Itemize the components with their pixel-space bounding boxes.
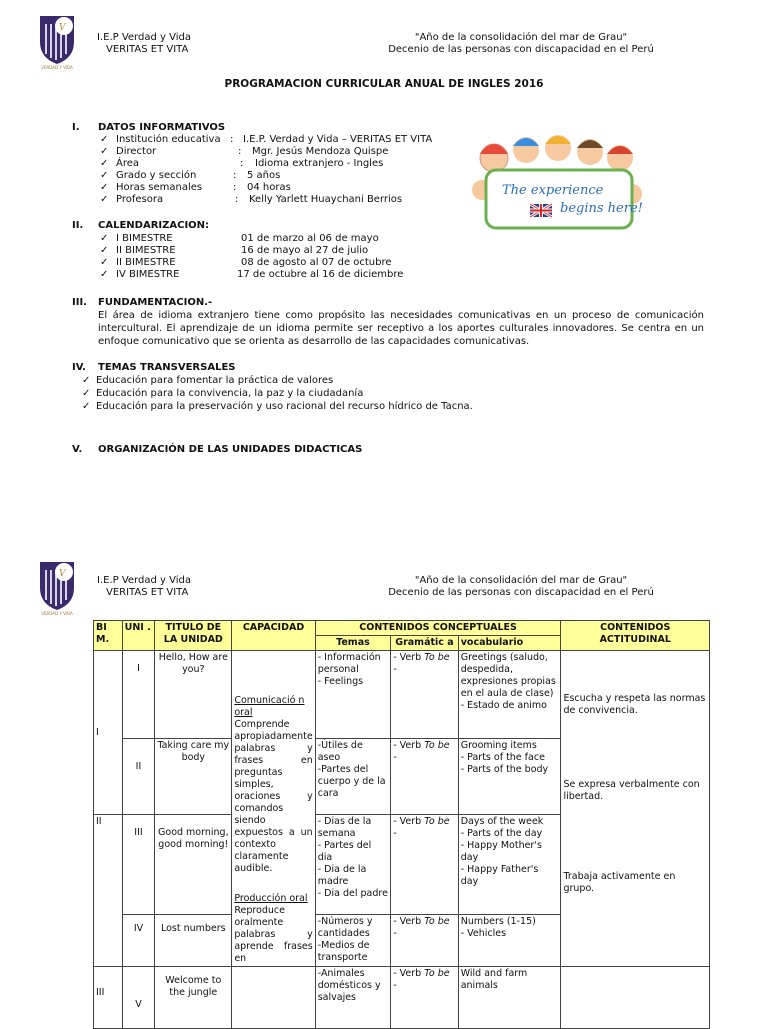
- header-vocabulario: vocabulario: [458, 636, 561, 651]
- section-fundamentacion: [72, 297, 212, 308]
- section-datos-informativos: [72, 122, 225, 133]
- table-row: [94, 651, 710, 739]
- datos-value: I.E.P. Verdad y Vida – VERITAS ET VITA: [243, 134, 433, 145]
- gram-verb: To be: [424, 740, 450, 751]
- temas-item-text: Educación para fomentar la práctica de valores: [96, 375, 334, 386]
- cell-bim: I: [94, 651, 123, 815]
- cell-vocabulario: Wild and farm animals: [458, 967, 561, 1029]
- header-actitudinal: CONTENIDOS ACTITUDINAL: [561, 621, 710, 651]
- check-icon: ✓: [82, 375, 91, 386]
- check-icon: ✓: [100, 269, 109, 280]
- cell-capacidad: [232, 651, 315, 967]
- temas-item: [82, 400, 473, 413]
- check-icon: ✓: [100, 170, 109, 181]
- cell-titulo: Good morning, good morning!: [155, 815, 232, 915]
- datos-label: Grado y sección: [116, 170, 197, 181]
- section-organizacion: [72, 444, 362, 455]
- temas-item: [82, 374, 473, 387]
- section-number: II.: [72, 220, 84, 231]
- cell-gramatica: [391, 739, 459, 815]
- section-number: V.: [72, 444, 83, 455]
- datos-sep: :: [233, 182, 237, 193]
- units-table: [93, 620, 710, 1029]
- datos-list: [100, 134, 433, 206]
- gram-suffix: -: [393, 928, 397, 939]
- section-number: III.: [72, 297, 87, 308]
- calendar-item: [100, 257, 392, 269]
- school-header: [97, 575, 191, 599]
- datos-item: [100, 134, 433, 146]
- calendar-value: 01 de marzo al 06 de mayo: [241, 233, 379, 244]
- cell-uni: I: [122, 651, 155, 739]
- calendar-value: 17 de octubre al 16 de diciembre: [237, 269, 404, 280]
- calendar-item: [100, 245, 369, 257]
- cell-gramatica: [391, 815, 459, 915]
- cell-titulo: Taking care my body: [155, 739, 232, 815]
- kids-banner-image: [464, 128, 646, 232]
- calendar-label: IV BIMESTRE: [116, 269, 180, 280]
- section-calendarizacion: [72, 220, 209, 231]
- temas-item: [82, 387, 473, 400]
- gram-prefix: - Verb: [393, 816, 425, 827]
- datos-sep: :: [238, 146, 242, 157]
- school-logo: [36, 560, 78, 616]
- header-gramatica: Gramátic a: [391, 636, 459, 651]
- check-icon: ✓: [100, 146, 109, 157]
- cell-titulo: Welcome to the jungle: [155, 967, 232, 1029]
- actitudinal-item: Trabaja activamente en grupo.: [563, 871, 676, 894]
- year-name: "Año de la consolidación del mar de Grau": [414, 575, 628, 586]
- school-motto: VERITAS ET VITA: [106, 44, 189, 55]
- gram-suffix: -: [393, 752, 397, 763]
- calendar-value: 16 de mayo al 27 de julio: [241, 245, 369, 256]
- calendar-label: II BIMESTRE: [116, 245, 176, 256]
- school-motto: VERITAS ET VITA: [106, 587, 189, 598]
- header-bim: BI M.: [94, 621, 123, 651]
- header-contenidos: CONTENIDOS CONCEPTUALES: [315, 621, 561, 636]
- gram-verb: To be: [424, 816, 450, 827]
- datos-value: 04 horas: [247, 182, 291, 193]
- header-temas: Temas: [315, 636, 391, 651]
- datos-value: Kelly Yarlett Huaychani Berrios: [249, 194, 403, 205]
- check-icon: ✓: [100, 158, 109, 169]
- gram-suffix: -: [393, 828, 397, 839]
- svg-text:V: V: [59, 569, 66, 579]
- cell-actitudinal-continued: [561, 967, 710, 1029]
- datos-item: [100, 158, 384, 170]
- cell-capacidad-continued: [232, 967, 315, 1029]
- capacidad-text: Reproduce oralmente palabras y aprende frases en: [234, 905, 313, 964]
- temas-item-text: Educación para la preservación y uso racional del recurso hídrico de Tacna.: [96, 401, 473, 412]
- datos-item: [100, 146, 389, 158]
- datos-value: Idioma extranjero - Ingles: [255, 158, 384, 169]
- table-row: [94, 967, 710, 1029]
- document-title: PROGRAMACION CURRICULAR ANUAL DE INGLES 2016: [224, 78, 544, 90]
- datos-sep: :: [233, 170, 237, 181]
- year-name: "Año de la consolidación del mar de Grau": [414, 32, 628, 43]
- datos-sep: :: [235, 194, 239, 205]
- gram-suffix: -: [393, 664, 397, 675]
- cell-temas: - Información personal - Feelings: [315, 651, 391, 739]
- svg-text:VERDAD Y VIDA: VERDAD Y VIDA: [41, 65, 73, 70]
- school-logo: [36, 14, 78, 70]
- calendar-item: [100, 233, 379, 245]
- header-capacidad: CAPACIDAD: [232, 621, 315, 651]
- gram-prefix: - Verb: [393, 652, 425, 663]
- datos-item: [100, 170, 281, 182]
- check-icon: ✓: [100, 182, 109, 193]
- section-title: DATOS INFORMATIVOS: [98, 122, 226, 133]
- section-title: ORGANIZACIÓN DE LAS UNIDADES DIDACTICAS: [98, 444, 363, 455]
- cell-uni: II: [122, 739, 155, 815]
- datos-label: Horas semanales: [116, 182, 203, 193]
- fundamentacion-text: El área de idioma extranjero tiene como propósito las necesidades comunicativas en un proceso de comunicación intercultural. El aprendizaje de un idioma permite ser receptivo a los aportes culturales innovadores. Se centra en un enfoque comunicativo que se orienta as desarrollo de las capacidades comunicativas.: [98, 310, 704, 347]
- check-icon: ✓: [100, 194, 109, 205]
- temas-item-text: Educación para la convivencia, la paz y la ciudadanía: [96, 388, 364, 399]
- cell-uni: V: [122, 967, 155, 1029]
- banner-line2: begins here!: [560, 201, 643, 216]
- section-number: IV.: [72, 362, 86, 373]
- section-temas-transversales: [72, 362, 235, 373]
- decade-name: Decenio de las personas con discapacidad en el Perú: [388, 44, 654, 55]
- table-header-row: [94, 621, 710, 636]
- datos-item: [100, 182, 291, 194]
- cell-gramatica: [391, 967, 459, 1029]
- year-header: [356, 575, 686, 599]
- cell-uni: IV: [122, 915, 155, 967]
- svg-text:V: V: [59, 23, 66, 33]
- cell-gramatica: [391, 651, 459, 739]
- actitudinal-item: Se expresa verbalmente con libertad.: [563, 779, 700, 802]
- datos-label: Área: [116, 158, 140, 169]
- section-title: CALENDARIZACION:: [98, 220, 210, 231]
- calendar-label: I BIMESTRE: [116, 233, 173, 244]
- calendar-list: [100, 233, 404, 281]
- datos-label: Director: [116, 146, 157, 157]
- cell-bim: II: [94, 815, 123, 967]
- gram-prefix: - Verb: [393, 916, 425, 927]
- cell-gramatica: [391, 915, 459, 967]
- cell-titulo: Hello, How are you?: [155, 651, 232, 739]
- section-number: I.: [72, 122, 80, 133]
- cell-vocabulario: Days of the week - Parts of the day - Happy Mother's day - Happy Father's day: [458, 815, 561, 915]
- gram-prefix: - Verb: [393, 968, 425, 979]
- gram-verb: To be: [424, 968, 450, 979]
- gram-verb: To be: [424, 652, 450, 663]
- cell-vocabulario: Greetings (saludo, despedida, expresiones propias en el aula de clase) - Estado de animo: [458, 651, 561, 739]
- banner-line1: The experience: [502, 183, 604, 198]
- actitudinal-item: Escucha y respeta las normas de convivencia.: [563, 693, 706, 716]
- cell-vocabulario: Grooming items - Parts of the face - Parts of the body: [458, 739, 561, 815]
- datos-item: [100, 194, 403, 206]
- school-name: I.E.P Verdad y Vida: [97, 575, 191, 586]
- datos-value: 5 años: [247, 170, 281, 181]
- svg-text:VERDAD Y VIDA: VERDAD Y VIDA: [41, 611, 73, 616]
- header-titulo: TITULO DE LA UNIDAD: [155, 621, 232, 651]
- capacidad-title: Producción oral: [234, 893, 308, 904]
- temas-list: [82, 374, 473, 413]
- cell-temas: -Útiles de aseo -Partes del cuerpo y de la cara: [315, 739, 391, 815]
- header-uni: UNI .: [122, 621, 155, 651]
- gram-suffix: -: [393, 980, 397, 991]
- datos-label: Profesora: [116, 194, 164, 205]
- check-icon: ✓: [100, 134, 109, 145]
- datos-sep: :: [240, 158, 244, 169]
- gram-verb: To be: [424, 916, 450, 927]
- capacidad-text: Comprende apropiadamente palabras y frases en preguntas simples, oraciones y comandos siendo expuestos a un contexto claramente audible.: [234, 719, 313, 874]
- cell-bim: III: [94, 967, 123, 1029]
- year-header: [356, 32, 686, 56]
- cell-vocabulario: Numbers (1-15) - Vehicles: [458, 915, 561, 967]
- calendar-value: 08 de agosto al 07 de octubre: [241, 257, 392, 268]
- datos-value: Mgr. Jesús Mendoza Quispe: [252, 146, 389, 157]
- check-icon: ✓: [82, 388, 91, 399]
- check-icon: ✓: [100, 245, 109, 256]
- cell-uni: III: [122, 815, 155, 915]
- section-title: FUNDAMENTACION.-: [98, 297, 213, 308]
- datos-sep: :: [230, 134, 234, 145]
- uk-flag-icon: [530, 204, 552, 217]
- cell-actitudinal: [561, 651, 710, 967]
- decade-name: Decenio de las personas con discapacidad en el Perú: [388, 587, 654, 598]
- cell-temas: -Números y cantidades -Medios de transporte: [315, 915, 391, 967]
- cell-temas: - Dias de la semana - Partes del dia - Dia de la madre - Dia del padre: [315, 815, 391, 915]
- calendar-item: [100, 269, 404, 281]
- check-icon: ✓: [100, 257, 109, 268]
- gram-prefix: - Verb: [393, 740, 425, 751]
- section-title: TEMAS TRANSVERSALES: [98, 362, 236, 373]
- capacidad-title: Comunicació n oral: [234, 695, 305, 718]
- calendar-label: II BIMESTRE: [116, 257, 176, 268]
- school-header: [97, 32, 191, 56]
- cell-titulo: Lost numbers: [155, 915, 232, 967]
- check-icon: ✓: [100, 233, 109, 244]
- check-icon: ✓: [82, 401, 91, 412]
- school-name: I.E.P Verdad y Vida: [97, 32, 191, 43]
- cell-temas: -Animales domésticos y salvajes: [315, 967, 391, 1029]
- datos-label: Institución educativa: [116, 134, 221, 145]
